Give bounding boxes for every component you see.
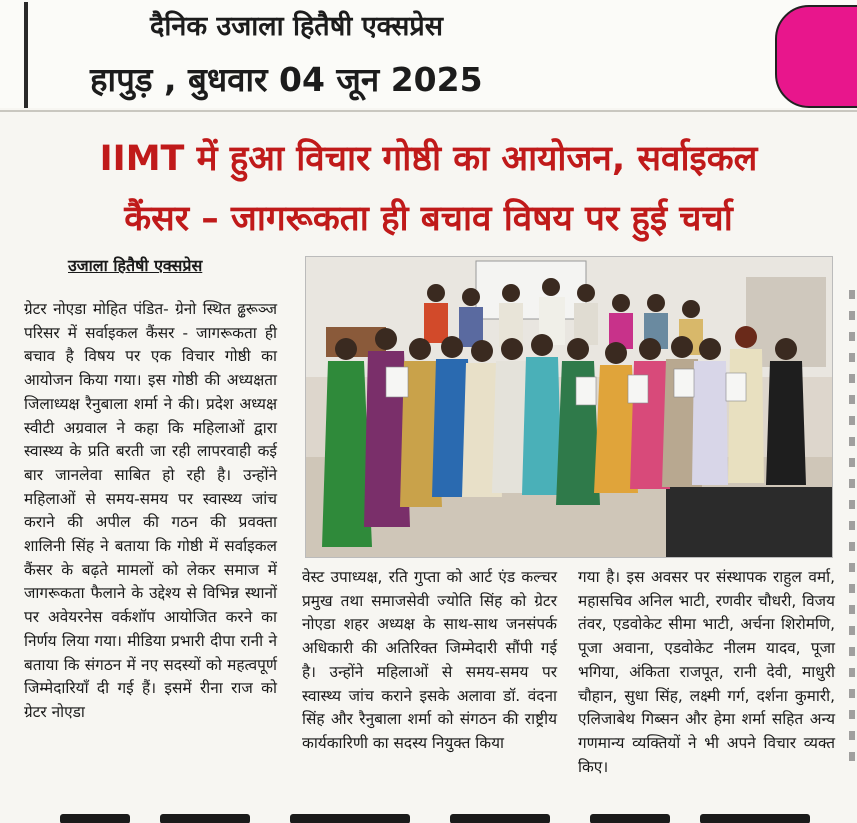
header-divider xyxy=(0,110,857,112)
masthead xyxy=(0,0,857,108)
pink-badge-decoration xyxy=(775,5,857,108)
article-column-1: ग्रेटर नोएडा मोहित पंडित- ग्रेनो स्थित ढ्ढरूञ्ज परिसर में सर्वाइकल कैंसर - जागरूकता ही बचाव है विषय पर एक विचार गोष्ठी का आयोजन किया गया। इस गोष्ठी की अध्यक्षता जिलाध्यक्ष रैनुबाला शर्मा ने की। प्रदेश अध्यक्ष स्वीटी अग्रवाल ने कहा कि महिलाओं द्वारा स्वास्थ्य के प्रति बरती जा रही लापरवाही कई बार जानलेवा साबित हो रही है। उन्होंने महिलाओं से समय-समय पर स्वास्थ्य जांच कराने की अपील की गठन की प्रवक्ता शालिनी सिंह ने बताया कि गोष्ठी में सर्वाइकल कैंसर के बढ़ते मामलों को लेकर समाज में जागरूकता फैलाने के उद्देश्य से विभिन्न स्थानों पर अवेयरनेस वर्कशॉप आयोजित करने का निर्णय लिया गया। मीडिया प्रभारी दीपा रानी ने बताया कि संगठन में नए सदस्यों को महत्वपूर्ण जिम्मेदारियाँ दी गई हैं। इसमें रीना राज को ग्रेटर नोएडा xyxy=(24,300,277,721)
headline-line-1: IIMT में हुआ विचार गोष्ठी का आयोजन, सर्वाइकल xyxy=(99,139,758,179)
adjacent-article-edge xyxy=(846,290,857,810)
masthead-rule xyxy=(24,2,28,108)
cropped-next-headline xyxy=(0,808,857,823)
dateline: हापुड़ , बुधवार 04 जून 2025 xyxy=(90,60,483,99)
newspaper-name: दैनिक उजाला हितैषी एक्सप्रेस xyxy=(150,11,444,42)
group-photo-illustration xyxy=(306,257,832,557)
headline-line-2: कैंसर – जागरूकता ही बचाव विषय पर हुई चर्चा xyxy=(124,199,733,239)
event-group-photo xyxy=(305,256,833,558)
article-column-2: वेस्ट उपाध्यक्ष, रति गुप्ता को आर्ट एंड कल्चर प्रमुख तथा समाजसेवी ज्योति सिंह को ग्रेटर नोएडा शहर अध्यक्ष के साथ-साथ जनसंपर्क अधिकारी की अतिरिक्त जिम्मेदारी सौंपी गई है। उन्होंने महिलाओं से समय-समय पर स्वास्थ्य जांच कराने इसके अलावा डॉ. वंदना सिंह और रैनुबाला शर्मा को संगठन की राष्ट्रीय कार्यकारिणी का सदस्य नियुक्त किया xyxy=(302,568,557,752)
byline: उजाला हितैषी एक्सप्रेस xyxy=(68,256,203,275)
article-column-3: गया है। इस अवसर पर संस्थापक राहुल वर्मा, महासचिव अनिल भाटी, रणवीर चौधरी, विजय तंवर, एडवोकेट सीमा भाटी, अर्चना शिरोमणि, पूजा अवाना, एडवोकेट नीलम यादव, पूजा भगिया, अंकिता राजपूत, रानी देवी, माधुरी चौहान, सुधा सिंह, लक्ष्मी गर्ग, दर्शना कुमारी, एलिजाबेथ गिब्सन और हेमा शर्मा सहित अन्य गणमान्य व्यक्तियों ने भी अपने विचार व्यक्त किए। xyxy=(578,568,835,776)
